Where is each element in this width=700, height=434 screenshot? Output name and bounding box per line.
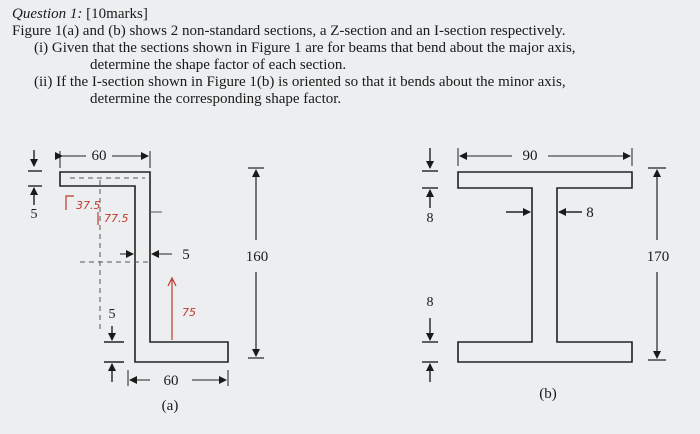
dim-b-bottom-flange-thickness: 8 (426, 295, 434, 310)
part-ii-line2: determine the corresponding shape factor. (90, 91, 342, 107)
question-title: Question 1: (12, 6, 83, 22)
part-ii-text: If the I-section shown in Figure 1(b) is oriented so that it bends about the minor axis, (56, 74, 566, 90)
part-i-line2: determine the shape factor of each section. (90, 57, 347, 73)
annotation-a-3: 75 (182, 306, 196, 319)
question-intro: Figure 1(a) and (b) shows 2 non-standard sections, a Z-section and an I-section respectively. (12, 23, 566, 39)
dim-b-top-flange-thickness: 8 (426, 211, 434, 226)
caption-a: (a) (161, 398, 179, 414)
dim-b-flange-width: 90 (522, 148, 538, 164)
dim-b-height: 170 (646, 249, 670, 265)
question-marks: [10marks] (86, 6, 148, 22)
dim-a-web-thickness: 5 (182, 247, 190, 263)
dim-b-web-thickness: 8 (586, 205, 594, 221)
figure-a-z-section (28, 148, 268, 414)
dim-a-height: 160 (245, 249, 269, 265)
dim-a-top-width: 60 (91, 148, 107, 164)
i-section-outline (458, 172, 632, 362)
annotation-a-1: 37.5 (76, 199, 101, 212)
dim-a-bottom-width: 60 (163, 373, 179, 389)
caption-b: (b) (539, 386, 557, 402)
dim-a-bottom-flange-thickness: 5 (108, 307, 116, 322)
figure-b-i-section (422, 148, 669, 402)
part-ii-label: (ii) (34, 74, 53, 90)
part-i-label: (i) (34, 40, 49, 56)
part-i-text: Given that the sections shown in Figure 1 are for beams that bend about the major axis, (51, 40, 576, 56)
dim-a-flange-thickness: 5 (30, 207, 38, 222)
annotation-a-2: 77.5 (104, 212, 129, 225)
